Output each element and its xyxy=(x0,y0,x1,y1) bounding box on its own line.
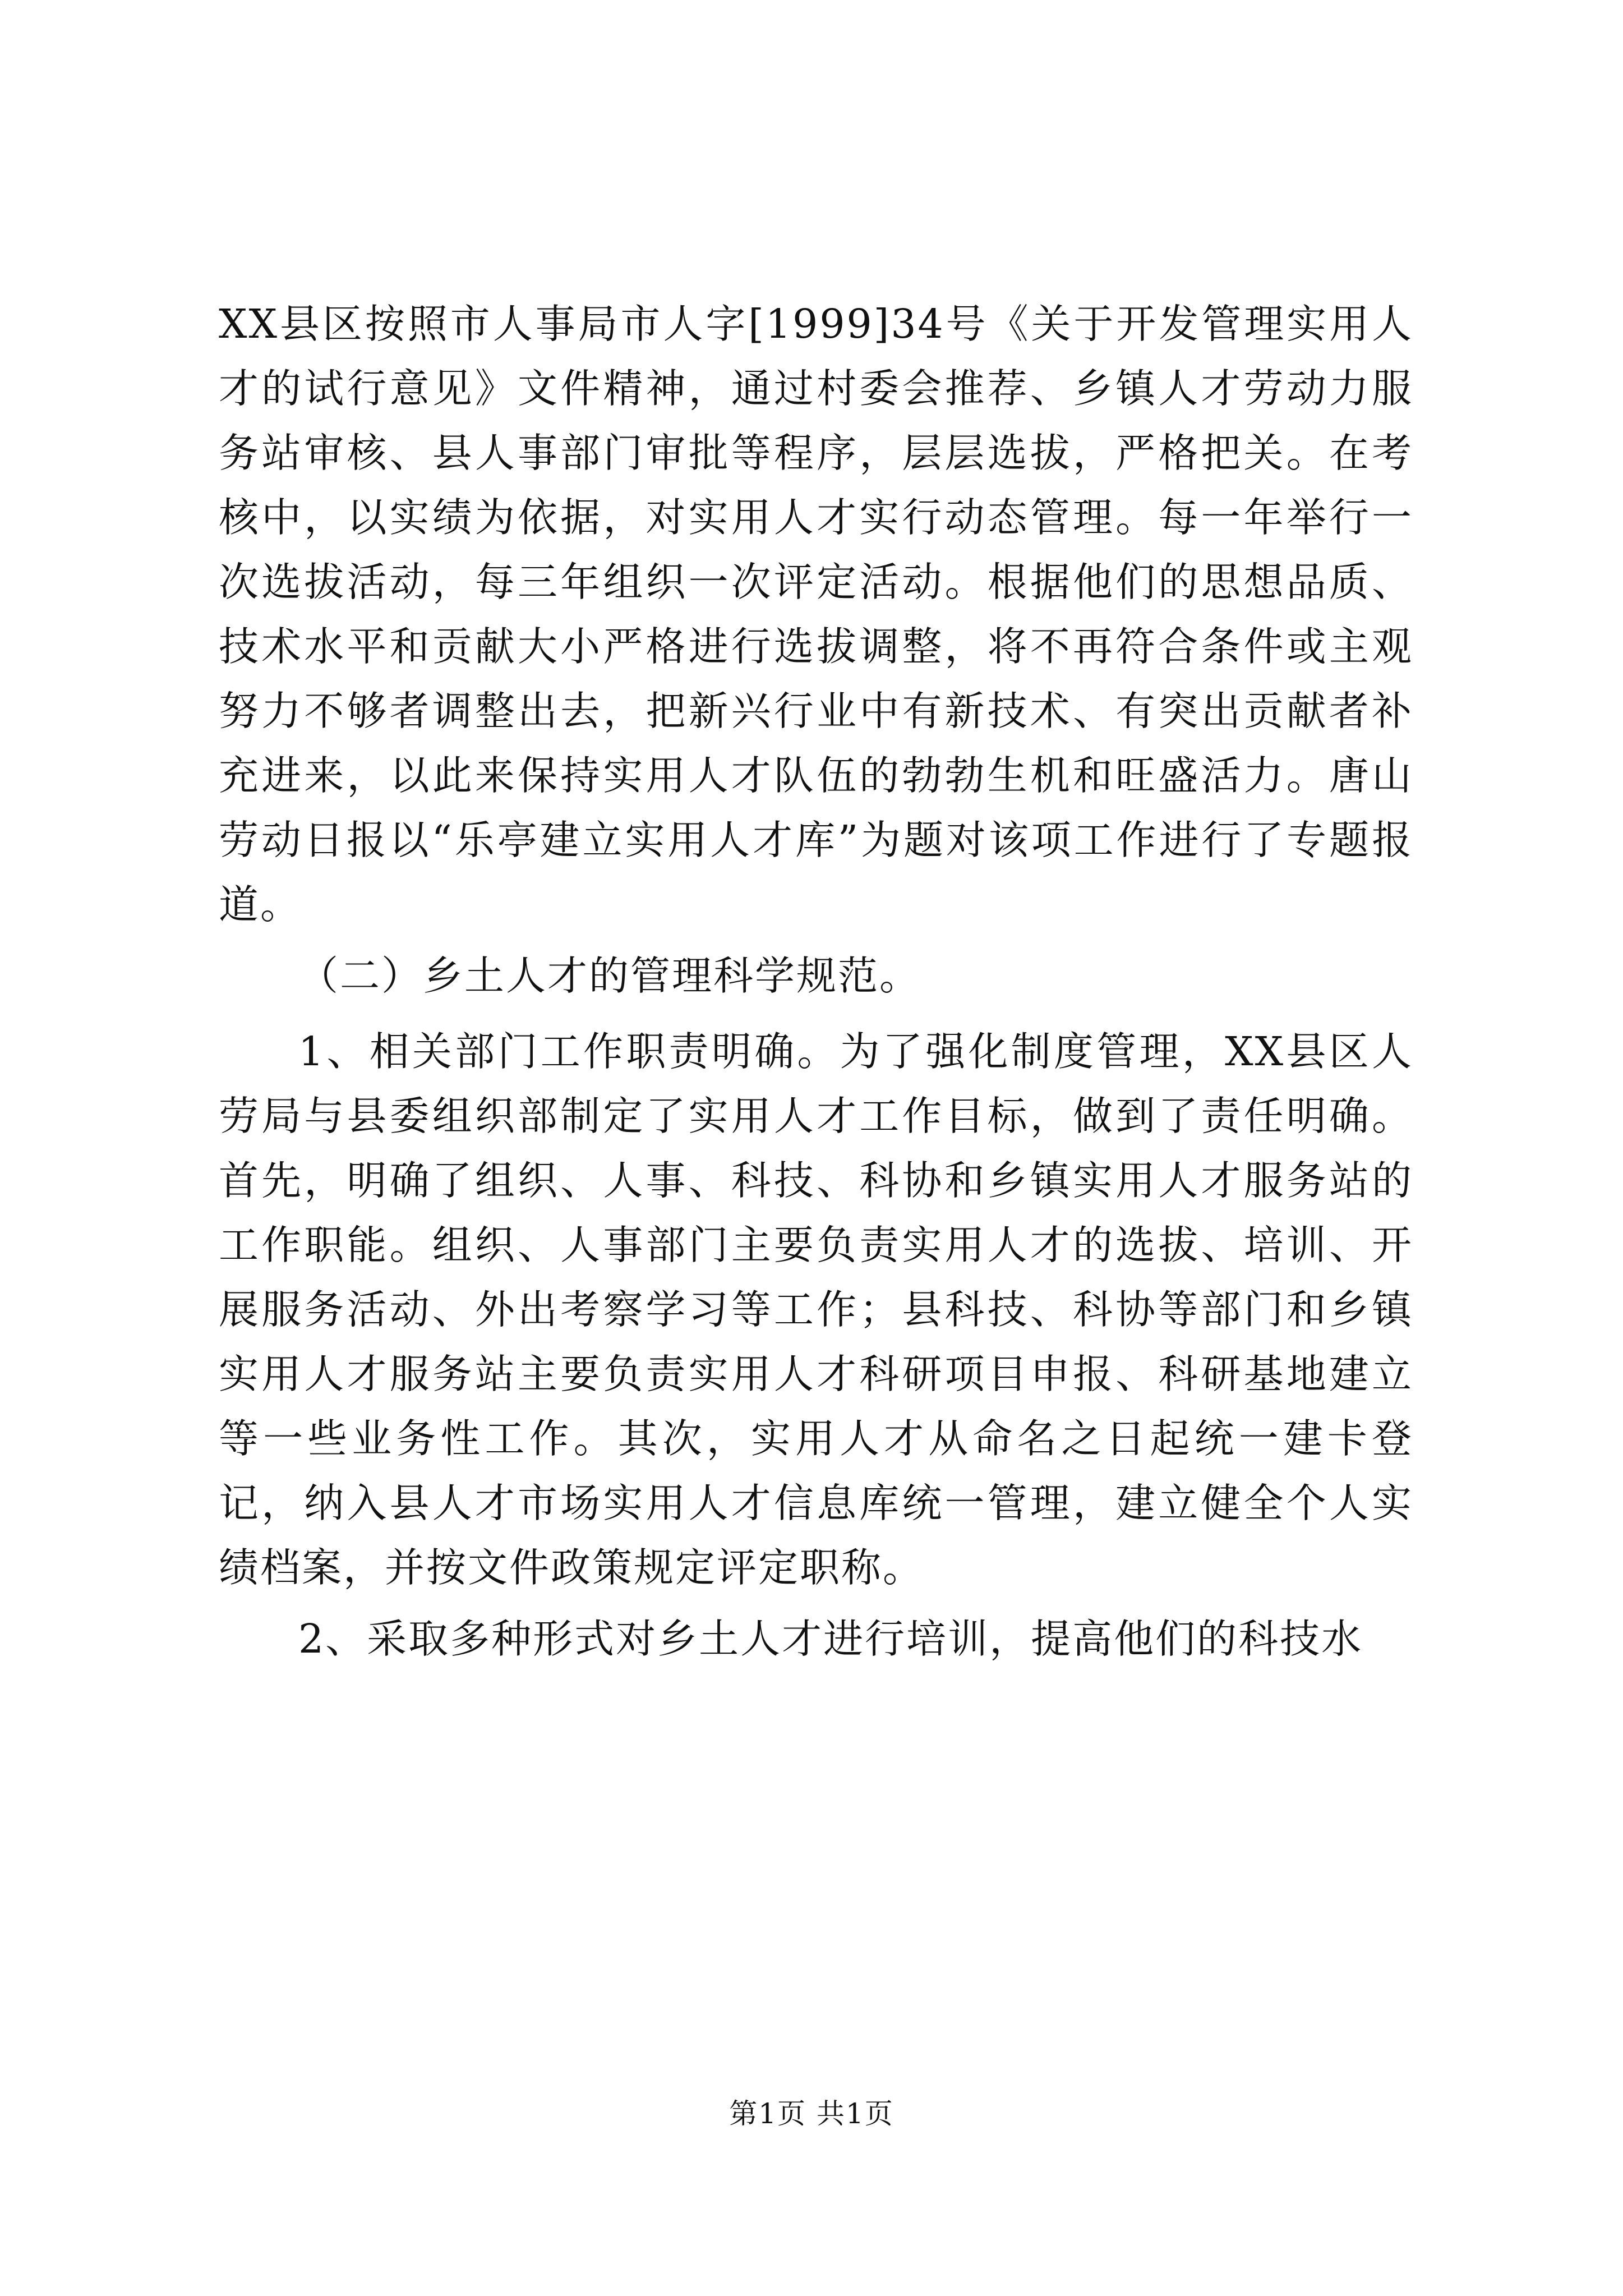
paragraph-gap xyxy=(219,937,1413,944)
paragraph-gap xyxy=(219,1600,1413,1607)
section-heading-management: （二）乡土人才的管理科学规范。 xyxy=(298,953,921,999)
paragraph-department-duties: 1、相关部门工作职责明确。为了强化制度管理，XX县区人劳局与县委组织部制定了实用人才工作目标，做到了责任明确。首先，明确了组织、人事、科技、科协和乡镇实用人才服务站的工作职能。组织、人事部门主要负责实用人才的选拔、培训、开展服务活动、外出考察学习等工作；县科技、科协等部门和乡镇实用人才服务站主要负责实用人才科研项目申报、科研基地建立等一些业务性工作。其次，实用人才从命名之日起统一建卡登记，纳入县人才市场实用人才信息库统一管理，建立健全个人实绩档案，并按文件政策规定评定职称。 xyxy=(219,1028,1413,1591)
document-body xyxy=(219,292,1413,1671)
page-number-footer: 第1页 共1页 xyxy=(729,2097,894,2130)
paragraph-training: 2、采取多种形式对乡土人才进行培训，提高他们的科技水 xyxy=(298,1616,1363,1662)
paragraph-selection-process: XX县区按照市人事局市人字[1999]34号《关于开发管理实用人才的试行意见》文件精神，通过村委会推荐、乡镇人才劳动力服务站审核、县人事部门审批等程序，层层选拔，严格把关。在考核中，以实绩为依据，对实用人才实行动态管理。每一年举行一次选拔活动，每三年组织一次评定活动。根据他们的思想品质、技术水平和贡献大小严格进行选拔调整，将不再符合条件或主观努力不够者调整出去，把新兴行业中有新技术、有突出贡献者补充进来，以此来保持实用人才队伍的勃勃生机和旺盛活力。唐山劳动日报以“乐亭建立实用人才库”为题对该项工作进行了专题报道。 xyxy=(219,301,1413,928)
